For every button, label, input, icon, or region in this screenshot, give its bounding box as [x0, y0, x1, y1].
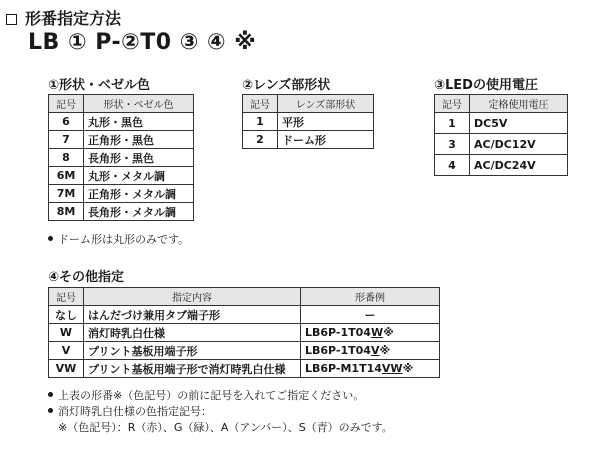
table-row [49, 131, 194, 149]
example-text: ー [364, 308, 376, 322]
table1-code: 8 [49, 149, 84, 167]
table3-desc: AC/DC24V [470, 155, 568, 176]
section-title [6, 6, 121, 29]
table4-example [301, 324, 440, 342]
table4-code: なし [49, 306, 84, 324]
table4-code: W [49, 324, 84, 342]
table4-header-example: 形番例 [301, 288, 440, 306]
note-line-2 [48, 404, 393, 420]
table-lens-shape [242, 94, 374, 149]
table-row [435, 113, 568, 134]
table3-header-desc: 定格使用電圧 [470, 95, 568, 113]
table4-header-content: 指定内容 [84, 288, 301, 306]
example-underlined-code: VW [381, 362, 403, 375]
table3-code: 4 [435, 155, 470, 176]
table-row [49, 149, 194, 167]
table4-code: VW [49, 360, 84, 378]
table1-note [48, 232, 189, 248]
table4-title: ④その他指定 [48, 270, 125, 285]
table-row [49, 306, 440, 324]
table4-content: プリント基板用端子形で消灯時乳白仕様 [84, 360, 301, 378]
table2-header-code: 記号 [243, 95, 278, 113]
table1-code: 6M [49, 167, 84, 185]
table4-example [301, 306, 440, 324]
bullet-icon [48, 236, 53, 241]
table1-title: ①形状・ベゼル色 [48, 78, 151, 93]
table-row [49, 203, 194, 221]
table-row [435, 134, 568, 155]
example-suffix: ※ [379, 344, 391, 357]
bottom-notes [48, 388, 393, 436]
table-row [49, 185, 194, 203]
table1-desc: 正角形・黒色 [84, 131, 194, 149]
table2-code: 2 [243, 131, 278, 149]
table4-code: V [49, 342, 84, 360]
note-line-2-text: 消灯時乳白仕様の色指定記号： [58, 405, 212, 418]
checkbox-square-icon [6, 14, 17, 25]
table2-header-desc: レンズ部形状 [278, 95, 374, 113]
table4-content: はんだづけ兼用タブ端子形 [84, 306, 301, 324]
example-suffix: ※ [402, 362, 414, 375]
table1-note-text: ドーム形は丸形のみです。 [58, 233, 190, 246]
table4-content: 消灯時乳白仕様 [84, 324, 301, 342]
bullet-icon [48, 408, 53, 413]
table1-code: 6 [49, 113, 84, 131]
table3-code: 3 [435, 134, 470, 155]
table-row [49, 324, 440, 342]
table3-desc: DC5V [470, 113, 568, 134]
example-underlined-code: V [370, 344, 380, 357]
table3-desc: AC/DC12V [470, 134, 568, 155]
example-text: LB6P-1T04 [305, 326, 371, 339]
table3-code: 1 [435, 113, 470, 134]
table1-desc: 丸形・黒色 [84, 113, 194, 131]
table1-code: 8M [49, 203, 84, 221]
note-line-3: ※（色記号）：R（赤）、G（緑）、A（アンバー）、S（青）のみです。 [58, 421, 393, 434]
note-line-1-text: 上表の形番※（色記号）の前に記号を入れてご指定ください。 [58, 389, 365, 402]
table-row [49, 342, 440, 360]
table-row [49, 113, 194, 131]
table3-title: ③LEDの使用電圧 [434, 78, 538, 93]
example-suffix: ※ [383, 326, 394, 339]
table1-header-desc: 形状・ベゼル色 [84, 95, 194, 113]
table2-desc: ドーム形 [278, 131, 374, 149]
table-row [49, 360, 440, 378]
note-line-1 [48, 388, 393, 404]
table-row [243, 113, 374, 131]
table2-desc: 平形 [278, 113, 374, 131]
table-row [435, 155, 568, 176]
bullet-icon [48, 392, 53, 397]
table1-code: 7M [49, 185, 84, 203]
table1-desc: 長角形・黒色 [84, 149, 194, 167]
table4-example [301, 360, 440, 378]
table1-header-code: 記号 [49, 95, 84, 113]
table3-header-code: 記号 [435, 95, 470, 113]
table2-code: 1 [243, 113, 278, 131]
table4-content: プリント基板用端子形 [84, 342, 301, 360]
example-underlined-code: W [370, 326, 384, 339]
example-text: LB6P-1T04 [305, 344, 371, 357]
table4-example [301, 342, 440, 360]
table-row [243, 131, 374, 149]
part-number-formula: LB ① P-②T0 ③ ④ ※ [28, 30, 257, 55]
table1-code: 7 [49, 131, 84, 149]
section-title-text: 形番指定方法 [25, 9, 122, 28]
example-text: LB6P-M1T14 [305, 362, 382, 375]
table-row [49, 167, 194, 185]
table-led-voltage [434, 94, 568, 176]
table-shape-bezel [48, 94, 194, 221]
table2-title: ②レンズ部形状 [242, 78, 331, 93]
table-other-spec [48, 287, 440, 378]
table1-desc: 正角形・メタル調 [84, 185, 194, 203]
table4-header-code: 記号 [49, 288, 84, 306]
table1-desc: 丸形・メタル調 [84, 167, 194, 185]
table1-desc: 長角形・メタル調 [84, 203, 194, 221]
